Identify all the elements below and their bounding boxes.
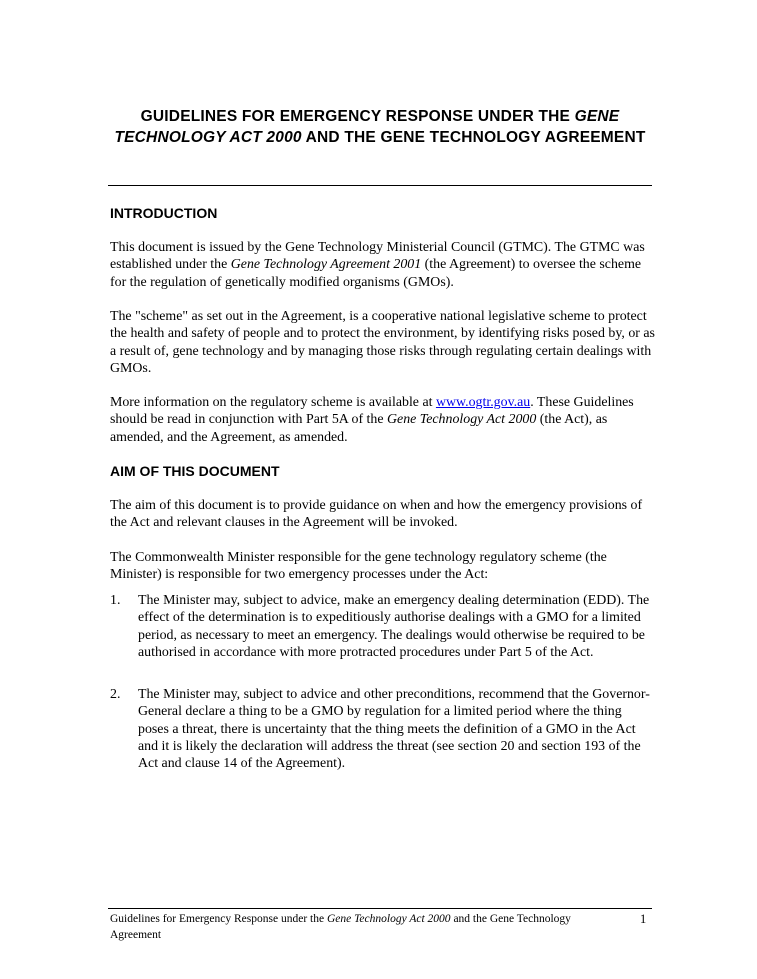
title-part-3: AND THE GENE TECHNOLOGY AGREEMENT — [301, 128, 646, 146]
intro-p3-text-b: . These Guidelines should be read in conjunction with Part 5A of the — [110, 395, 634, 428]
title-divider — [108, 185, 652, 186]
title-part-1: GUIDELINES FOR EMERGENCY RESPONSE UNDER THE — [140, 108, 575, 125]
footer-act-name: Gene Technology Act 2000 — [326, 913, 451, 925]
list-item — [110, 686, 655, 772]
footer-divider — [108, 908, 652, 909]
list-item-text: The Minister may, subject to advice and other preconditions, recommend that the Governor-General declare a thing to be a GMO by regulation for a limited period where the thing poses a threat, there is uncertainty that the thing meets the definition of a GMO in the Act and it is likely the declaration will address the threat (see section 20 and section 193 of the Act and clause 14 of the Agreement). — [138, 687, 650, 772]
list-item — [110, 592, 655, 661]
aim-paragraph-1: The aim of this document is to provide guidance on when and how the emergency provisions of the Act and relevant clauses in the Agreement will be invoked. — [110, 498, 643, 531]
list-item-number: 2. — [110, 687, 121, 702]
introduction-paragraph-3 — [110, 394, 655, 446]
intro-p1-agreement-name: Gene Technology Agreement 2001 — [230, 257, 422, 273]
aim-heading: AIM OF THIS DOCUMENT — [110, 463, 280, 479]
footer-text — [110, 912, 620, 943]
footer-text-a: Guidelines for Emergency Response under the — [110, 913, 327, 925]
intro-p1-text-a: This document is issued by the Gene Technology Ministerial Council (GTMC). The GTMC was established under the — [110, 240, 645, 273]
document-title — [108, 107, 652, 148]
page-number: 1 — [640, 912, 647, 926]
intro-p1-text-c: (the Agreement) to oversee the scheme for the regulation of genetically modified organisms (GMOs). — [110, 257, 642, 290]
list-item-text: The Minister may, subject to advice, make an emergency dealing determination (EDD). The effect of the determination is to expeditiously authorise dealings with a GMO for a limited period, as necessary to meet an emergency. The dealings would otherwise be required to be authorised in accordance with more protracted procedures under Part 5 of the Act. — [138, 593, 650, 660]
introduction-paragraph-2: The "scheme" as set out in the Agreement, is a cooperative national legislative scheme to protect the health and safety of people and to protect the environment, by identifying risks posed by, or as a result of, gene technology and by managing those risks through regulating certain dealings with GMOs. — [110, 309, 655, 376]
list-item-number: 1. — [110, 593, 121, 608]
introduction-heading: INTRODUCTION — [110, 205, 218, 221]
intro-p3-text-a: More information on the regulatory scheme is available at — [110, 395, 436, 410]
introduction-paragraph-1 — [110, 239, 655, 291]
title-act-name: GENE TECHNOLOGY ACT 2000 — [114, 108, 620, 146]
footer-text-c: and the Gene Technology Agreement — [110, 913, 571, 941]
aim-paragraph-2: The Commonwealth Minister responsible for the gene technology regulatory scheme (the Minister) is responsible for two emergency processes under the Act: — [110, 550, 607, 583]
ogtr-website-link[interactable]: www.ogtr.gov.au — [435, 395, 531, 410]
intro-p3-text-d: (the Act), as amended, and the Agreement, as amended. — [110, 412, 608, 445]
intro-p3-act-name: Gene Technology Act 2000 — [387, 412, 537, 428]
